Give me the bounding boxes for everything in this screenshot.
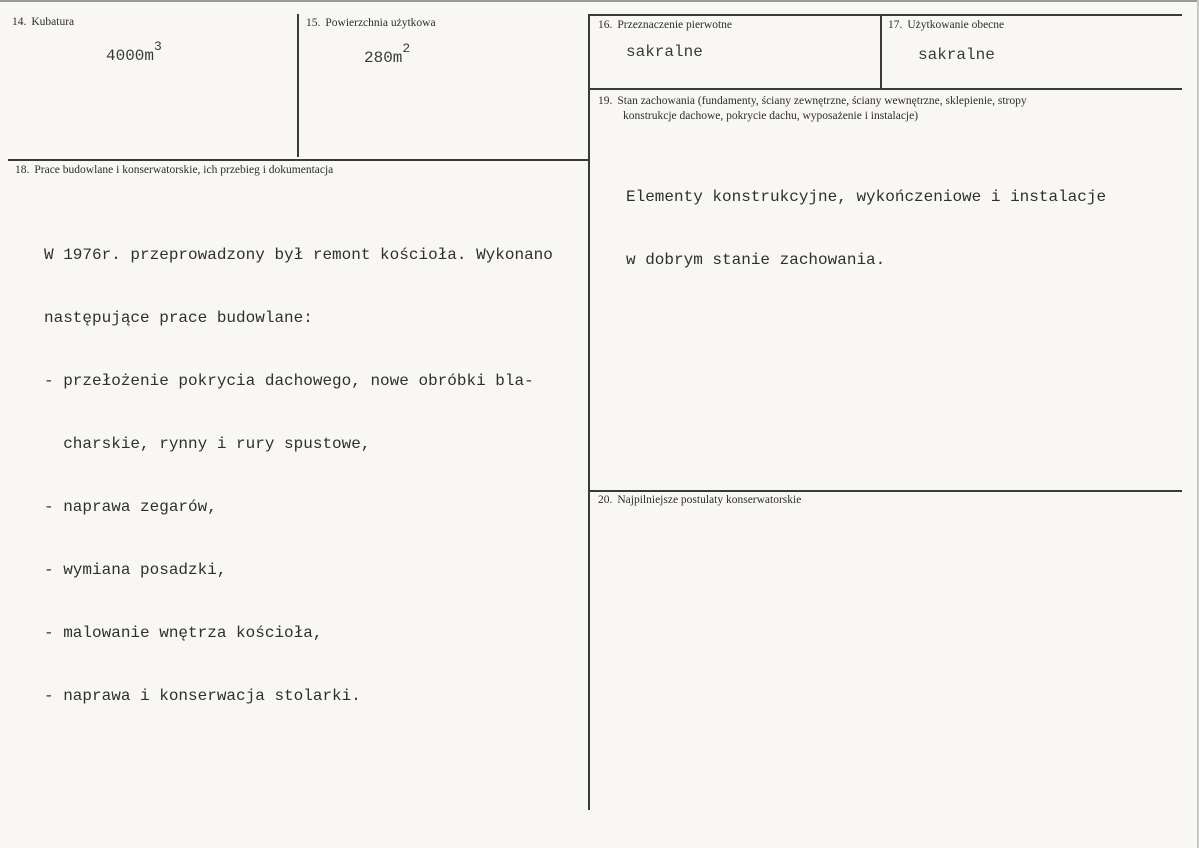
field-15-value-text: 280m (364, 49, 403, 67)
field-18-line: - przełożenie pokrycia dachowego, nowe obróbki bla- (44, 372, 534, 390)
field-18-line: następujące prace budowlane: (44, 309, 313, 327)
field-17-number: 17. (888, 19, 903, 31)
field-18-line: - naprawa i konserwacja stolarki. (44, 687, 361, 705)
field-18-line: - naprawa zegarów, (44, 498, 217, 516)
field-15-label-text: Powierzchnia użytkowa (325, 17, 436, 29)
field-17-label-text: Użytkowanie obecne (907, 19, 1005, 31)
field-20-number: 20. (598, 494, 613, 506)
divider-h-16-17-bottom (590, 88, 1182, 90)
field-19-label-line2: konstrukcje dachowe, pokrycie dachu, wyposażenie i instalacje) (623, 110, 919, 122)
field-18-number: 18. (15, 164, 30, 176)
field-17-label (888, 18, 1004, 33)
field-19-label (598, 94, 1027, 109)
field-14-label (12, 15, 74, 30)
field-15-number: 15. (306, 17, 321, 29)
field-17-value: sakralne (918, 46, 995, 64)
field-14-value-text: 4000m (106, 47, 155, 65)
field-14-label-text: Kubatura (31, 16, 75, 28)
divider-v-16-17 (880, 14, 882, 89)
field-18-line: - malowanie wnętrza kościoła, (44, 624, 323, 642)
field-14-number: 14. (12, 16, 27, 28)
field-18-label (15, 163, 333, 178)
field-18-label-text: Prace budowlane i konserwatorskie, ich przebieg i dokumentacja (34, 164, 334, 176)
field-14-value (106, 38, 162, 67)
field-16-number: 16. (598, 19, 613, 31)
field-19-number: 19. (598, 95, 613, 107)
field-16-value: sakralne (626, 43, 703, 61)
field-19-line: Elementy konstrukcyjne, wykończeniowe i instalacje (626, 188, 1107, 206)
field-16-label (598, 18, 732, 33)
field-15-value (364, 40, 411, 69)
field-15-value-exponent: 2 (402, 40, 411, 56)
divider-h-top-right (590, 14, 1182, 16)
field-18-line: W 1976r. przeprowadzony był remont kościoła. Wykonano (44, 246, 553, 264)
divider-h-19-20 (590, 490, 1182, 492)
field-18-line: charskie, rynny i rury spustowe, (44, 435, 371, 453)
field-16-label-text: Przeznaczenie pierwotne (617, 19, 732, 31)
field-19-text (626, 145, 1106, 313)
field-15-label (306, 16, 436, 31)
divider-h-left-18-top (8, 159, 588, 161)
field-19-line: w dobrym stanie zachowania. (626, 251, 886, 269)
field-20-label-text: Najpilniejsze postulaty konserwatorskie (617, 494, 802, 506)
field-18-text (44, 203, 553, 749)
divider-v-14-15 (297, 14, 299, 157)
field-18-line: - wymiana posadzki, (44, 561, 227, 579)
field-19-label-cont (623, 109, 918, 124)
page-top-edge (0, 0, 1199, 2)
field-20-label (598, 493, 801, 508)
field-19-label-line1: Stan zachowania (fundamenty, ściany zewnętrzne, ściany wewnętrzne, sklepienie, stropy (617, 95, 1027, 107)
divider-v-main (588, 14, 590, 810)
field-14-value-exponent: 3 (154, 38, 162, 54)
